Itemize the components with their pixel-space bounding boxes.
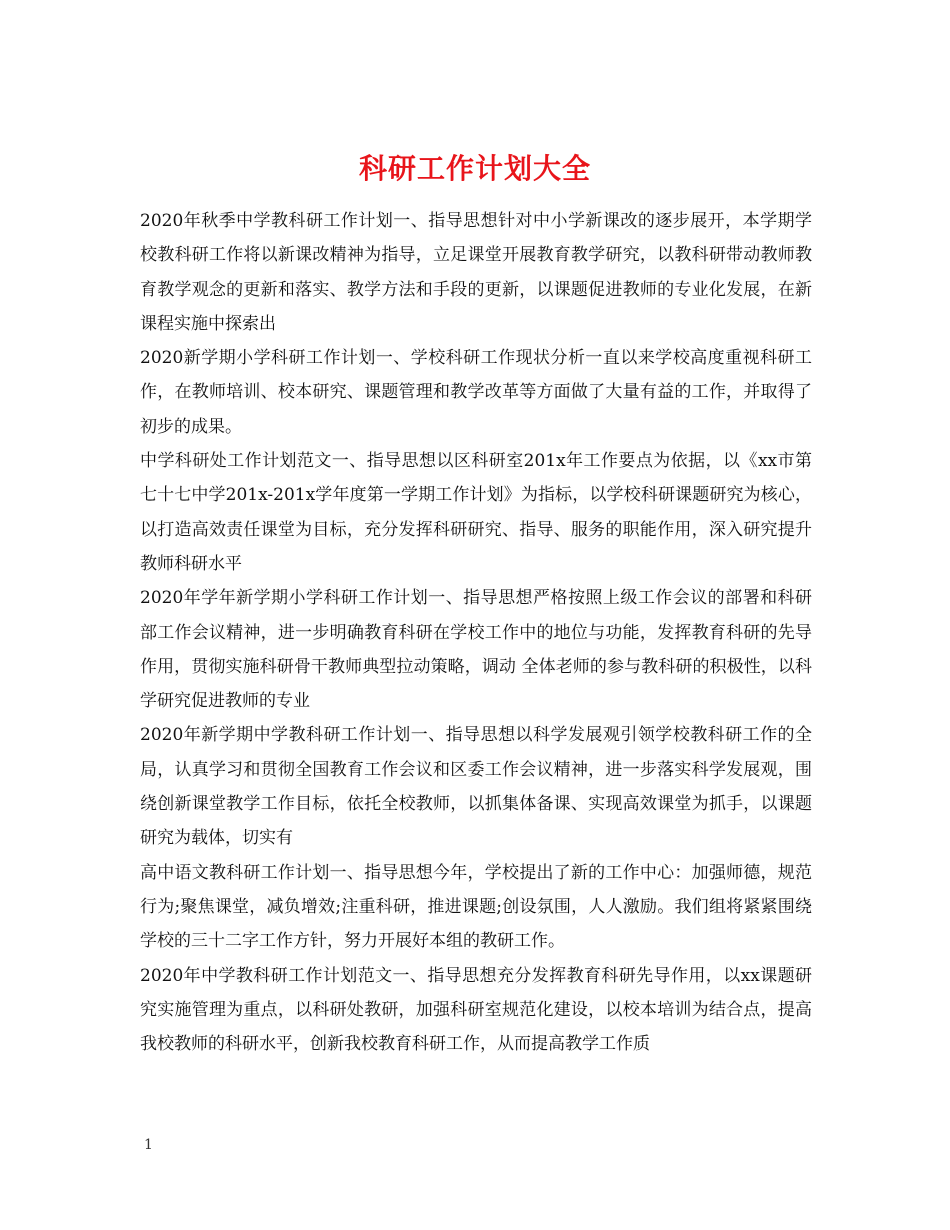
document-body: [140, 204, 812, 1061]
document-title: 科研工作计划大全: [358, 151, 591, 185]
paragraph: 2020新学期小学科研工作计划一、学校科研工作现状分析一直以来学校高度重视科研工作，在教师培训、校本研究、课题管理和教学改革等方面做了大量有益的工作，并取得了初步的成果。: [140, 348, 812, 437]
paragraph: 高中语文教科研工作计划一、指导思想今年，学校提出了新的工作中心：加强师德，规范行为;聚焦课堂，减负增效;注重科研，推进课题;创设氛围，人人激励。我们组将紧紧围绕学校的三十二字工作方针，努力开展好本组的教研工作。: [140, 862, 812, 952]
paragraph: 2020年秋季中学教科研工作计划一、指导思想针对中小学新课改的逐步展开，本学期学校教科研工作将以新课改精神为指导，立足课堂开展教育教学研究，以教科研带动教师教育教学观念的更新和落实、教学方法和手段的更新，以课题促进教师的专业化发展，在新课程实施中探索出: [140, 211, 812, 334]
paragraph: 2020年中学教科研工作计划范文一、指导思想充分发挥教育科研先导作用，以xx课题研究实施管理为重点，以科研处教研，加强科研室规范化建设，以校本培训为结合点，提高我校教师的科研水平，创新我校教育科研工作，从而提高教学工作质: [140, 965, 812, 1055]
paragraph: 2020年新学期中学教科研工作计划一、指导思想以科学发展观引领学校教科研工作的全局，认真学习和贯彻全国教育工作会议和区委工作会议精神，进一步落实科学发展观，围绕创新课堂教学工作目标，依托全校教师，以抓集体备课、实现高效课堂为抓手，以课题研究为载体，切实有: [140, 725, 812, 849]
paragraph: 2020年学年新学期小学科研工作计划一、指导思想严格按照上级工作会议的部署和科研部工作会议精神，进一步明确教育科研在学校工作中的地位与功能，发挥教育科研的先导作用，贯彻实施科研骨干教师典型拉动策略，调动 全体老师的参与教科研的积极性，以科学研究促进教师的专业: [140, 588, 812, 712]
page-number: 1: [144, 1137, 153, 1153]
paragraph: 中学科研处工作计划范文一、指导思想以区科研室201x年工作要点为依据，以《xx市第七十七中学201x-201x学年度第一学期工作计划》为指标，以学校科研课题研究为核心，以打造高效责任课堂为目标，充分发挥科研研究、指导、服务的职能作用，深入研究提升教师科研水平: [140, 451, 812, 574]
